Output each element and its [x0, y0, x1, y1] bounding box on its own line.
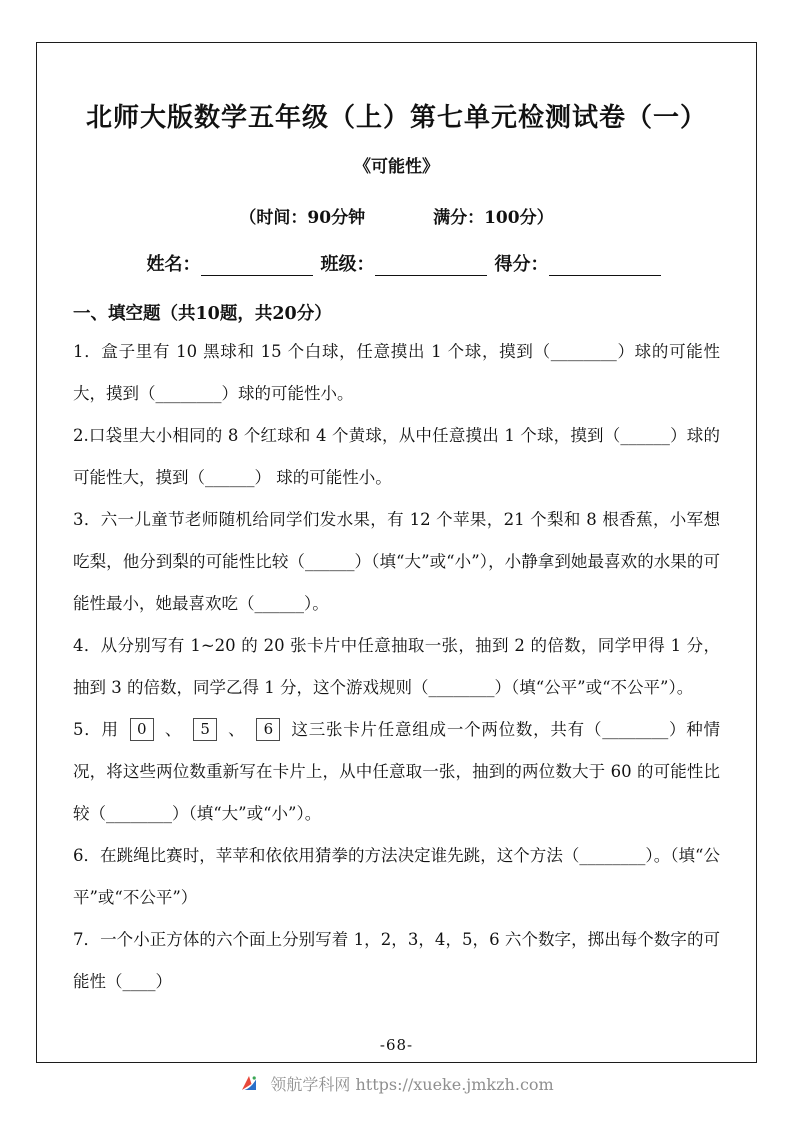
digit-card-5: 5	[193, 718, 217, 741]
score-blank-line	[549, 256, 661, 276]
digit-card-6: 6	[256, 718, 280, 741]
question-4: 4．从分别写有 1~20 的 20 张卡片中任意抽取一张，抽到 2 的倍数，同学甲得 1 分，抽到 3 的倍数，同学乙得 1 分，这个游戏规则（________）（填“公平”或“不公平”）。	[73, 636, 720, 697]
question-5-pre-text: 5．用	[73, 720, 119, 739]
site-logo-icon	[239, 1074, 259, 1098]
name-blank-line	[201, 256, 313, 276]
question-1: 1．盒子里有 10 黑球和 15 个白球，任意摸出 1 个球，摸到（________）球的可能性大，摸到（________）球的可能性小。	[73, 342, 720, 403]
question-5-separator-2: 、	[228, 720, 246, 739]
name-label: 姓名：	[146, 254, 201, 275]
question-5-separator-1: 、	[164, 720, 183, 739]
question-list	[73, 331, 720, 1003]
page-number: -68-	[379, 1036, 414, 1054]
site-footer	[0, 1072, 793, 1098]
section-title-fill-in: 一、填空题（共10题，共20分）	[73, 304, 332, 324]
question-7: 7．一个小正方体的六个面上分别写着 1，2，3，4，5，6 六个数字，掷出每个数字的可能性（____）	[73, 930, 720, 991]
digit-card-0: 0	[130, 718, 154, 741]
question-2: 2.口袋里大小相同的 8 个红球和 4 个黄球，从中任意摸出 1 个球，摸到（______）球的可能性大，摸到（______） 球的可能性小。	[73, 426, 720, 487]
class-label: 班级：	[320, 254, 375, 275]
question-5-post-text: 这三张卡片任意组成一个两位数，共有（________）种情况，将这些两位数重新写在卡片上，从中任意取一张，抽到的两位数大于 60 的可能性比较（________）（填“大”或“小”）。	[73, 720, 720, 823]
page-subtitle: 《可能性》	[354, 157, 439, 177]
class-blank-line	[375, 256, 487, 276]
page-border-frame	[36, 42, 757, 1063]
question-5	[73, 709, 720, 835]
exam-info-line: （时间：90分钟 满分：100分）	[239, 208, 554, 228]
score-label: 得分：	[494, 254, 549, 275]
site-footer-text: 领航学科网 https://xueke.jmkzh.com	[270, 1075, 554, 1094]
question-6: 6．在跳绳比赛时，苹苹和依依用猜拳的方法决定谁先跳，这个方法（________）。（填“公平”或“不公平”）	[73, 846, 720, 907]
question-3: 3．六一儿童节老师随机给同学们发水果，有 12 个苹果，21 个梨和 8 根香蕉，小军想吃梨，他分到梨的可能性比较（______）（填“大”或“小”），小静拿到她最喜欢的水果的可能性最小，她最喜欢吃（______）。	[73, 510, 720, 613]
name-class-score-line	[73, 250, 720, 276]
page-title: 北师大版数学五年级（上）第七单元检测试卷（一）	[85, 103, 707, 133]
